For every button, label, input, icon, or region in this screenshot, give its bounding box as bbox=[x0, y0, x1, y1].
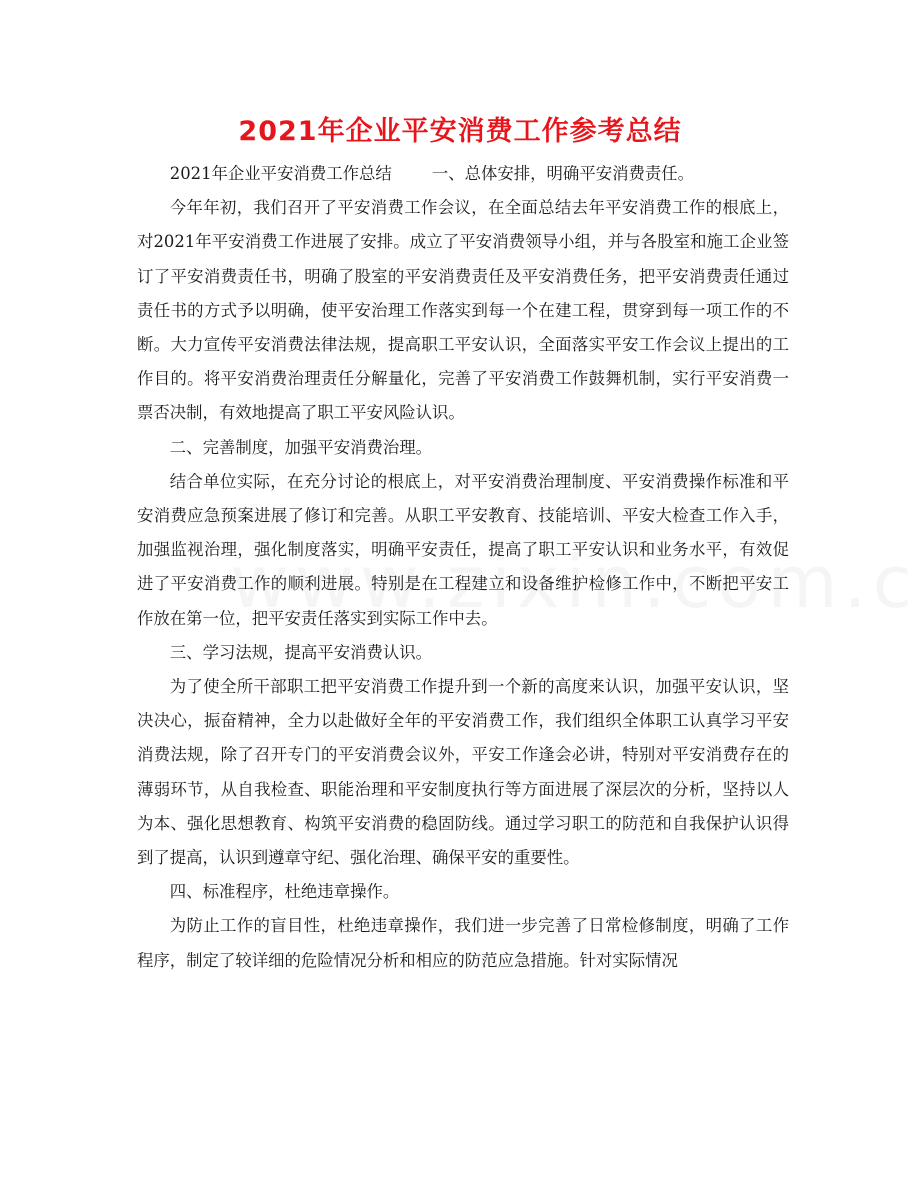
paragraph: 为防止工作的盲目性，杜绝违章操作，我们进一步完善了日常检修制度，明确了工作程序，制定了较详细的危险情况分析和相应的防范应急措施。针对实际情况 bbox=[137, 916, 789, 970]
section-heading-2: 二、完善制度，加强平安消费治理。 bbox=[169, 437, 433, 457]
paragraph: 结合单位实际，在充分讨论的根底上，对平安消费治理制度、平安消费操作标准和平安消费应急预案进展了修订和完善。从职工平安教育、技能培训、平安大检查工作入手，加强监视治理，强化制度落实，明确平安责任，提高了职工平安认识和业务水平，有效促进了平安消费工作的顺利进展。特别是在工程建立和设备维护检修工作中，不断把平安工作放在第一位，把平安责任落实到实际工作中去。 bbox=[137, 471, 789, 628]
section-heading-1: 一、总体安排，明确平安消费责任。 bbox=[431, 164, 695, 183]
document-title: 2021年企业平安消费工作参考总结 bbox=[238, 116, 682, 147]
paragraph: 今年年初，我们召开了平安消费工作会议，在全面总结去年平安消费工作的根底上，对2021年平安消费工作进展了安排。成立了平安消费领导小组，并与各股室和施工企业签订了平安消费责任书，明确了股室的平安消费责任及平安消费任务，把平安消费责任通过责任书的方式予以明确，使平安治理工作落实到每一个在建工程，贯穿到每一项工作的不断。大力宣传平安消费法律法规，提高职工平安认识，全面落实平安工作会议上提出的工作目的。将平安消费治理责任分解量化，完善了平安消费工作鼓舞机制，实行平安消费一票否决制，有效地提高了职工平安风险认识。 bbox=[137, 198, 789, 423]
section-heading-4: 四、标准程序，杜绝违章操作。 bbox=[169, 882, 400, 902]
intro-label: 2021年企业平安消费工作总结 bbox=[169, 164, 392, 183]
document-body bbox=[137, 157, 789, 978]
paragraph: 为了使全所干部职工把平安消费工作提升到一个新的高度来认识，加强平安认识，坚决决心，振奋精神，全力以赴做好全年的平安消费工作，我们组织全体职工认真学习平安消费法规，除了召开专门的平安消费会议外，平安工作逢会必讲，特别对平安消费存在的薄弱环节，从自我检查、职能治理和平安制度执行等方面进展了深层次的分析，坚持以人为本、强化思想教育、构筑平安消费的稳固防线。通过学习职工的防范和自我保护认识得到了提高，认识到遵章守纪、强化治理、确保平安的重要性。 bbox=[137, 677, 789, 868]
paragraph-intro bbox=[137, 157, 789, 191]
section-heading-3: 三、学习法规，提高平安消费认识。 bbox=[169, 642, 433, 662]
